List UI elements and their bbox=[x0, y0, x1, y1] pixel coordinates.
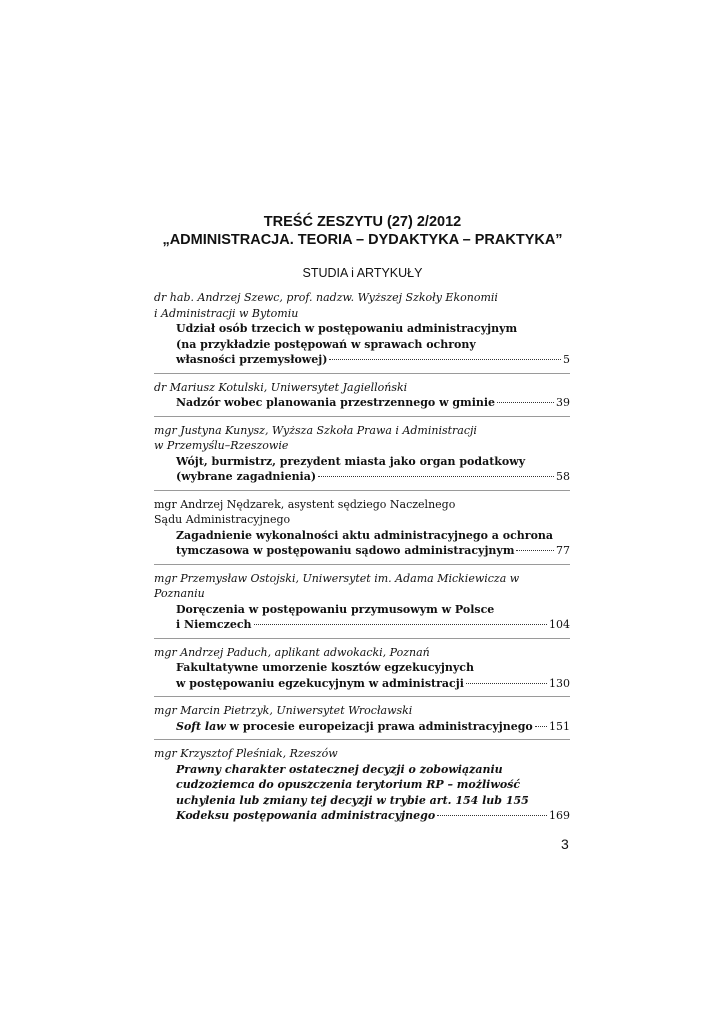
toc-title-line: uchylenia lub zmiany tej decyzji w trybie art. 154 lub 155 bbox=[176, 793, 529, 807]
toc-author: dr hab. Andrzej Szewc, prof. nadzw. Wyższej Szkoły Ekonomii i Administracji w Bytomiu bbox=[154, 291, 498, 320]
toc-author: mgr Andrzej Nędzarek, asystent sędziego Naczelnego Sądu Administracyjnego bbox=[154, 497, 456, 526]
toc-author: dr Mariusz Kotulski, Uniwersytet Jagielloński bbox=[154, 380, 408, 394]
toc-title-last-line: Kodeksu postępowania administracyjnego 169 bbox=[176, 809, 570, 822]
dot-leader bbox=[254, 624, 547, 625]
toc-page-number: 58 bbox=[556, 470, 570, 483]
toc-author: mgr Przemysław Ostojski, Uniwersytet im. Adama Mickiewicza w Poznaniu bbox=[154, 571, 520, 600]
toc-title-line: (na przykładzie postępowań w sprawach ochrony bbox=[176, 337, 476, 351]
toc-page-number: 104 bbox=[549, 618, 570, 631]
toc-page-number: 169 bbox=[549, 809, 570, 822]
toc-title-line: Fakultatywne umorzenie kosztów egzekucyjnych bbox=[176, 661, 474, 674]
toc-entry bbox=[154, 703, 570, 740]
toc-page-number: 5 bbox=[563, 353, 570, 366]
toc-title-last-line: i Niemczech 104 bbox=[176, 618, 570, 631]
toc-title-last-line: Soft law w procesie europeizacji prawa administracyjnego 151 bbox=[176, 719, 570, 733]
toc-title-line: Zagadnienie wykonalności aktu administracyjnego a ochrona bbox=[176, 528, 554, 542]
page-number: 3 bbox=[561, 836, 569, 852]
dot-leader bbox=[329, 359, 561, 360]
toc-title-last-line: tymczasowa w postępowaniu sądowo administracyjnym 77 bbox=[176, 544, 570, 557]
toc-title-last-line: w postępowaniu egzekucyjnym w administracji 130 bbox=[176, 676, 570, 690]
toc-entry bbox=[154, 290, 570, 374]
toc-entry bbox=[154, 497, 570, 565]
toc-title-last-line: własności przemysłowej) 5 bbox=[176, 353, 570, 366]
issue-title-line-1: TREŚĆ ZESZYTU (27) 2/2012 bbox=[263, 214, 462, 230]
dot-leader bbox=[466, 683, 547, 684]
toc-author: mgr Krzysztof Pleśniak, Rzeszów bbox=[154, 747, 338, 760]
toc-title-last-line: Nadzór wobec planowania przestrzennego w gminie 39 bbox=[176, 396, 570, 409]
toc-entry bbox=[154, 571, 570, 639]
toc-page-number: 39 bbox=[556, 396, 570, 409]
toc-author: mgr Justyna Kunysz, Wyższa Szkoła Prawa i Administracji w Przemyślu–Rzeszowie bbox=[154, 423, 477, 452]
issue-title-line-2: „ADMINISTRACJA. TEORIA – DYDAKTYKA – PRAKTYKA” bbox=[162, 232, 563, 248]
dot-leader bbox=[516, 550, 554, 551]
issue-title bbox=[0, 213, 725, 249]
dot-leader bbox=[535, 726, 547, 727]
toc-entry bbox=[154, 380, 570, 417]
toc-title-line: Doręczenia w postępowaniu przymusowym w Polsce bbox=[176, 602, 495, 616]
section-heading: STUDIA i ARTYKUŁY bbox=[302, 266, 423, 280]
toc-entry bbox=[154, 746, 570, 829]
table-of-contents bbox=[154, 290, 570, 835]
toc-page-number: 130 bbox=[549, 676, 570, 690]
dot-leader bbox=[437, 815, 547, 816]
dot-leader bbox=[318, 476, 554, 477]
toc-page-number: 151 bbox=[549, 719, 570, 733]
toc-entry bbox=[154, 423, 570, 491]
toc-title-last-line: (wybrane zagadnienia) 58 bbox=[176, 470, 570, 483]
toc-title-line: Udział osób trzecich w postępowaniu administracyjnym bbox=[176, 322, 518, 335]
toc-title-italic: Soft law bbox=[176, 719, 226, 733]
toc-title-line: Prawny charakter ostatecznej decyzji o zobowiązaniu bbox=[176, 762, 503, 776]
toc-title-line: Wójt, burmistrz, prezydent miasta jako organ podatkowy bbox=[176, 454, 526, 468]
dot-leader bbox=[497, 402, 554, 403]
toc-title-line: cudzoziemca do opuszczenia terytorium RP – możliwość bbox=[176, 778, 521, 791]
toc-author: mgr Andrzej Paduch, aplikant adwokacki, Poznań bbox=[154, 645, 430, 659]
toc-entry bbox=[154, 645, 570, 698]
toc-page-number: 77 bbox=[556, 544, 570, 557]
toc-author: mgr Marcin Pietrzyk, Uniwersytet Wrocławski bbox=[154, 704, 413, 717]
